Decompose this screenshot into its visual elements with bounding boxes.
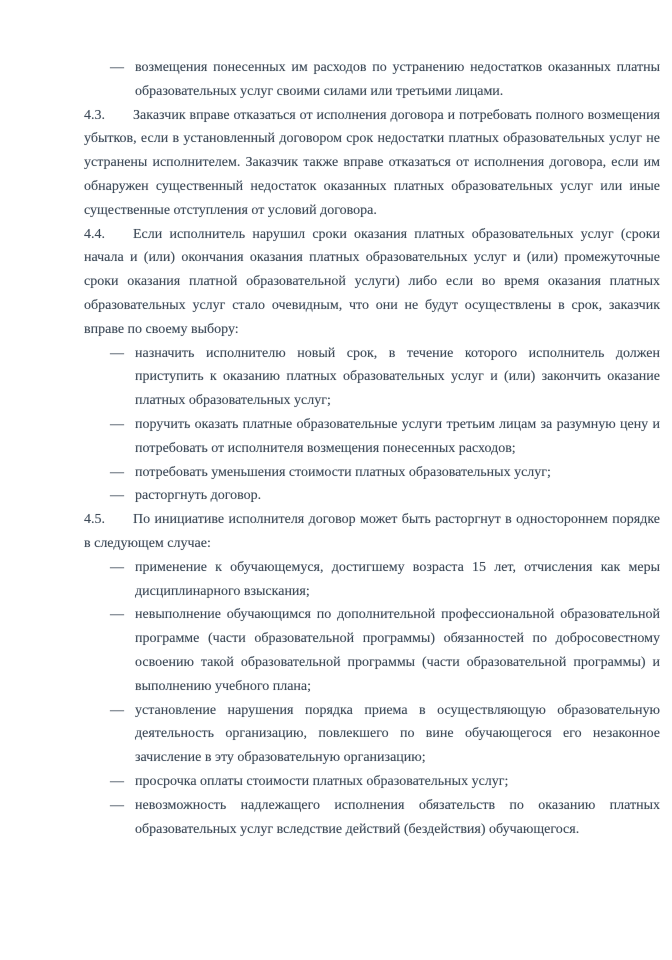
list-item-text: назначить исполнителю новый срок, в течение которого исполнитель должен приступить к оказанию платных образовательных услуг и (или) закончить оказание платных образовательных услуг; <box>135 345 660 409</box>
clause-number: 4.5. <box>84 512 105 528</box>
dash-bullet: — <box>110 559 124 575</box>
dash-bullet: — <box>110 773 124 789</box>
dash-bullet: — <box>110 345 124 361</box>
contract-clause-4-3 <box>84 104 660 223</box>
contract-clause-4-4 <box>84 223 660 342</box>
dash-bullet: — <box>110 464 124 480</box>
list-item <box>110 56 660 104</box>
list-item-text: просрочка оплаты стоимости платных образовательных услуг; <box>135 773 509 789</box>
clause-text: По инициативе исполнителя договор может быть расторгнут в одностороннем порядке в следующем случае: <box>84 512 660 551</box>
contract-clause-4-5 <box>84 508 660 556</box>
contract-text-block <box>84 56 660 841</box>
dash-bullet: — <box>110 488 124 504</box>
list-item <box>110 413 660 461</box>
list-item-text: возмещения понесенных им расходов по устранению недостатков оказанных платны образовательных услуг своими силами или третьими лицами. <box>135 60 660 99</box>
list-item <box>110 770 660 794</box>
list-item-text: потребовать уменьшения стоимости платных образовательных услуг; <box>135 464 551 480</box>
list-item <box>110 556 660 604</box>
list-item-text: применение к обучающемуся, достигшему возраста 15 лет, отчисления как меры дисциплинарного взыскания; <box>135 559 660 599</box>
dash-bullet: — <box>110 797 124 813</box>
list-item <box>110 699 660 770</box>
list-item-text: поручить оказать платные образовательные услуги третьим лицам за разумную цену и потребовать от исполнителя возмещения понесенных расходов; <box>135 416 660 456</box>
list-item-text: невозможность надлежащего исполнения обязательств по оказанию платных образовательных услуг вследствие действий (бездействия) обучающегося. <box>135 797 660 837</box>
clause-text: Если исполнитель нарушил сроки оказания платных образовательных услуг (сроки начала и (или) окончания оказания платных образовательных услуг и (или) промежуточные сроки оказания платной образовательной услуги) либо если во время оказания платных образовательных услуг стало очевидным, что они не будут осуществлены в срок, заказчик вправе по своему выбору: <box>84 226 660 337</box>
list-item <box>110 461 660 485</box>
list-item <box>110 484 660 508</box>
dash-bullet: — <box>110 416 124 432</box>
clause-number: 4.4. <box>84 226 105 242</box>
list-item-text: невыполнение обучающимся по дополнительной профессиональной образовательной программе (части образовательной программы) обязанностей по добросовестному освоению такой образовательной программы (части образовательной программы) и выполнению учебного плана; <box>135 607 660 694</box>
list-item <box>110 603 660 698</box>
dash-bullet: — <box>110 702 124 718</box>
list-item-text: установление нарушения порядка приема в осуществляющую образовательную деятельность организацию, повлекшего по вине обучающегося его незаконное зачисление в эту образовательную организацию; <box>135 702 660 766</box>
list-item <box>110 794 660 842</box>
list-item <box>110 342 660 413</box>
clause-text: Заказчик вправе отказаться от исполнения договора и потребовать полного возмещения убытков, если в установленный договором срок недостатки платных образовательных услуг не устранены исполнителем. Заказчик также вправе отказаться от исполнения договора, если им обнаружен существенный недостаток оказанных платных образовательных услуг или иные существенные отступления от условий договора. <box>84 107 660 218</box>
dash-bullet: — <box>110 60 124 75</box>
clause-number: 4.3. <box>84 107 105 123</box>
list-item-text: расторгнуть договор. <box>135 488 262 504</box>
dash-bullet: — <box>110 607 124 623</box>
